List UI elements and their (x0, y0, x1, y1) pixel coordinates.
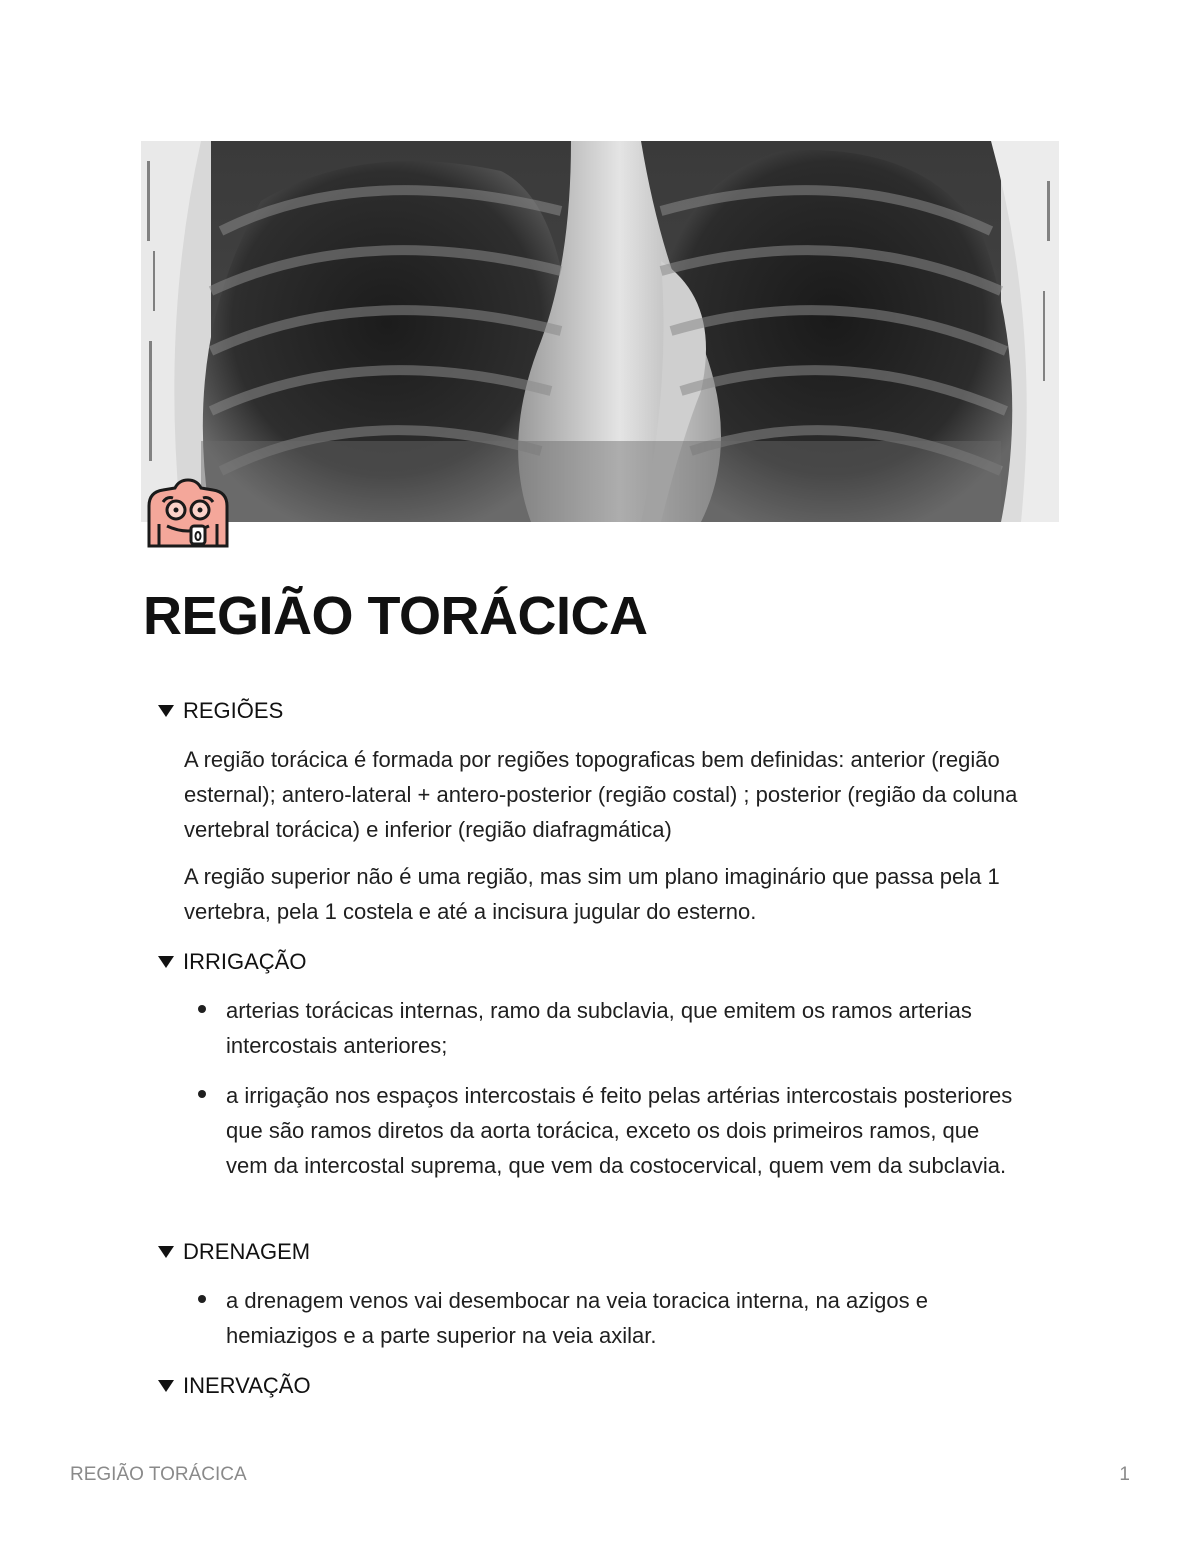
list-item-text: a drenagem venos vai desembocar na veia toracica interna, na azigos e hemiazigos e a parte superior na veia axilar. (226, 1288, 928, 1348)
triangle-down-icon[interactable] (157, 704, 175, 718)
footer-page-number: 1 (1119, 1464, 1130, 1485)
page-title: REGIÃO TORÁCICA (143, 586, 648, 646)
bullet-dot (198, 1090, 206, 1098)
list-item-text: a irrigação nos espaços intercostais é feito pelas artérias intercostais posteriores que são ramos diretos da aorta torácica, exceto os dois primeiros ramos, que vem da intercostal suprema, que vem da costocervical, quem vem da subclavia. (226, 1083, 1013, 1178)
toggle-label: IRRIGAÇÃO (183, 949, 307, 974)
footer-doc-title: REGIÃO TORÁCICA (70, 1464, 247, 1485)
toggle-irrigacao[interactable] (157, 948, 306, 976)
paragraph: A região torácica é formada por regiões topograficas bem definidas: anterior (região esternal); antero-lateral + antero-posterior (região costal) ; posterior (região da coluna vertebral torácica) e inferior (região diafragmática) (184, 747, 1018, 842)
toggle-label: DRENAGEM (183, 1239, 311, 1264)
triangle-down-icon[interactable] (157, 1245, 175, 1259)
anatomy-torso-icon (143, 476, 233, 548)
triangle-down-icon[interactable] (157, 1379, 175, 1393)
toggle-regioes[interactable] (157, 697, 283, 725)
list-item-text: arterias torácicas internas, ramo da subclavia, que emitem os ramos arterias intercostais anteriores; (226, 998, 972, 1058)
paragraph: A região superior não é uma região, mas sim um plano imaginário que passa pela 1 vertebra, pela 1 costela e até a incisura jugular do esterno. (184, 864, 1000, 924)
toggle-drenagem[interactable] (157, 1238, 310, 1266)
toggle-label: INERVAÇÃO (183, 1373, 311, 1398)
bullet-dot (198, 1295, 206, 1303)
toggle-inervacao[interactable] (157, 1372, 311, 1400)
bullet-dot (198, 1005, 206, 1013)
toggle-label: REGIÕES (183, 698, 284, 723)
cover-image (141, 141, 1059, 522)
triangle-down-icon[interactable] (157, 955, 175, 969)
